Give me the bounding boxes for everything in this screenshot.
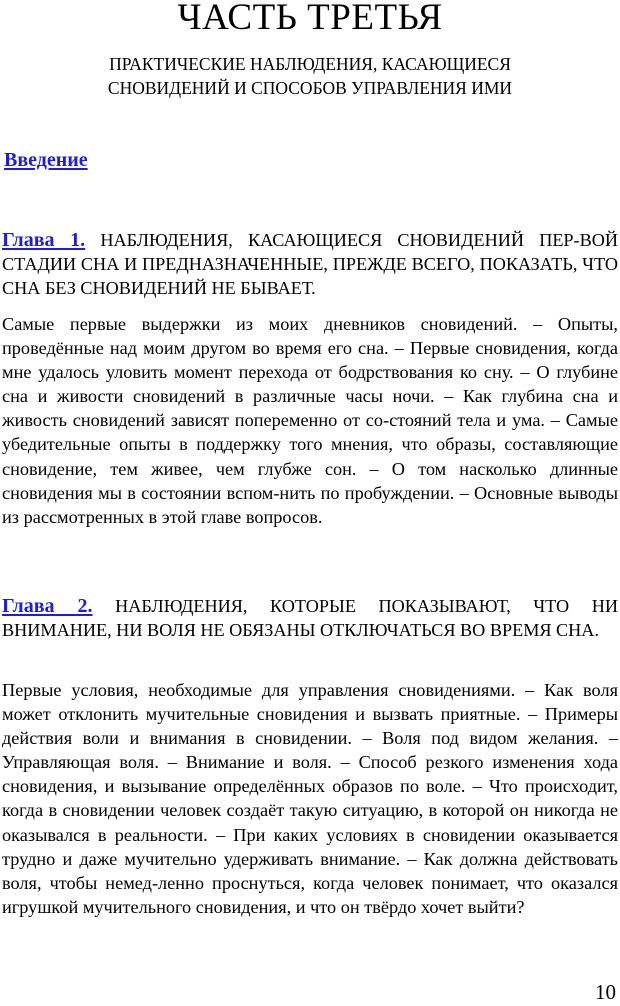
- chapter-2-link[interactable]: Глава 2.: [2, 595, 93, 617]
- chapter-1-title: НАБЛЮДЕНИЯ, КАСАЮЩИЕСЯ СНОВИДЕНИЙ ПЕР-ВОЙ СТАДИИ СНА И ПРЕДНАЗНАЧЕННЫЕ, ПРЕЖДЕ ВСЕГО, ПОКАЗАТЬ, ЧТО СНА БЕЗ СНОВИДЕНИЙ НЕ БЫВАЕТ.: [2, 230, 619, 298]
- part-subtitle-line-1: ПРАКТИЧЕСКИЕ НАБЛЮДЕНИЯ, КАСАЮЩИЕСЯ: [109, 54, 511, 74]
- chapter-1-summary: Самые первые выдержки из моих дневников сновидений. – Опыты, проведённые над моим другом во время его сна. – Первые сновидения, когда мне удалось уловить момент перехода от бодрствования ко сну. – О глубине сна и живости сновидений в различные часы ночи. – Как глубина сна и живость сновидений зависят попеременно от со-стояний тела и ума. – Самые убедительные опыты в поддержку того мнения, что образы, составляющие сновидение, тем живее, чем глубже сон. – О том насколько длинные сновидения мы в состоянии вспом-нить по пробуждении. – Основные выводы из рассмотренных в этой главе вопросов.: [2, 314, 618, 527]
- part-subtitle-line-2: СНОВИДЕНИЙ И СПОСОБОВ УПРАВЛЕНИЯ ИМИ: [107, 78, 513, 98]
- page-number: 10: [595, 980, 616, 1004]
- chapter-2-summary: Первые условия, необходимые для управления сновидениями. – Как воля может отклонить мучительные сновидения и вызвать приятные. – Примеры действия воли и внимания в сновидении. – Воля под видом желания. – Управляющая воля. – Внимание и воля. – Способ резкого изменения хода сновидения, и вызывание определённых образов по воле. – Что происходит, когда в сновидении человек создаёт такую ситуацию, в которой он никогда не оказывался в реальности. – При каких условиях в сновидении оказывается трудно и даже мучительно удерживать внимание. – Как должна действовать воля, чтобы немед-ленно проснуться, когда человек понимает, что оказался игрушкой мучительного сновидения, и что он твёрдо хочет выйти?: [2, 680, 618, 917]
- chapter-2-heading: [2, 594, 618, 642]
- part-subtitle: [0, 52, 620, 100]
- chapter-1-heading: [2, 228, 618, 300]
- chapter-2-title: НАБЛЮДЕНИЯ, КОТОРЫЕ ПОКАЗЫВАЮТ, ЧТО НИ ВНИМАНИЕ, НИ ВОЛЯ НЕ ОБЯЗАНЫ ОТКЛЮЧАТЬСЯ ВО ВРЕМЯ СНА.: [2, 596, 618, 640]
- part-title: ЧАСТЬ ТРЕТЬЯ: [177, 0, 443, 38]
- chapter-1-link[interactable]: Глава 1.: [2, 229, 86, 251]
- introduction-link[interactable]: Введение: [4, 149, 88, 171]
